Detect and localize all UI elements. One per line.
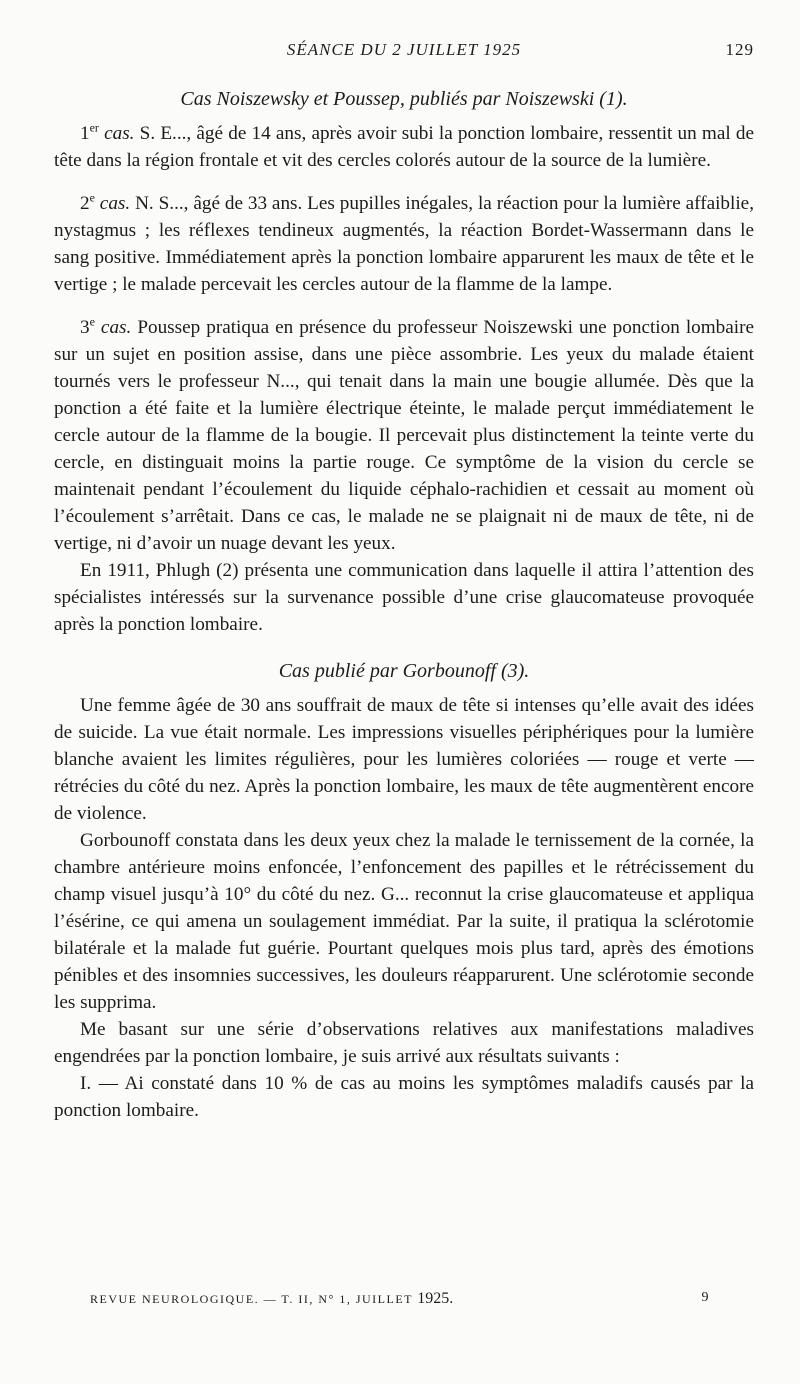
case-2-text: N. S..., âgé de 33 ans. Les pupilles inégales, la réaction pour la lumière affaiblie, nystagmus ; les réflexes tendineux augmentés, la réaction Bordet-Wassermann dans le sang positive. Immédiatement après la ponction lombaire apparurent les maux de tête et le vertige ; le malade percevait les cercles autour de la flamme de la lampe. bbox=[54, 193, 754, 295]
case-2-number: 2 bbox=[80, 193, 90, 214]
case-2-lead: cas. bbox=[94, 193, 131, 214]
section-title-noiszewsky: Cas Noiszewsky et Poussep, publiés par Noiszewski (1). bbox=[180, 88, 628, 110]
paragraph-case-woman: Une femme âgée de 30 ans souffrait de maux de tête si intenses qu’elle avait des idées de suicide. La vue était normale. Les impressions visuelles périphériques pour la lumière blanche avaient les limites régulières, pour les lumières coloriées — rouge et verte — rétrécies du côté du nez. Après la ponction lombaire, les maux de tête augmentèrent encore de violence. bbox=[54, 695, 754, 824]
case-1-superscript: er bbox=[89, 120, 99, 135]
page-footer bbox=[90, 1290, 710, 1314]
page-header bbox=[54, 40, 754, 68]
case-1-text: S. E..., âgé de 14 ans, après avoir subi la ponction lombaire, ressentit un mal de tête dans la région frontale et vit des cercles colorés autour de la source de la lumière. bbox=[54, 123, 754, 171]
case-3-text: Poussep pratiqua en présence du professeur Noiszewski une ponction lombaire sur un sujet en position assise, dans une pièce assombrie. Les yeux du malade étaient tournés vers le professeur N..., qui tenait dans la main une bougie allumée. Dès que la ponction a été faite et la lumière électrique éteinte, le malade perçut immédiatement le cercle autour de la flamme de la bougie. Il percevait plus distinctement la teinte verte du cercle, en distinguait moins la partie rouge. Ce symptôme de la vision du cercle se maintenait pendant l’écoulement du liquide céphalo-rachidien et cessait au moment où l’écoulement s’arrêtait. Dans ce cas, le malade ne se plaignait ni de maux de tête, ni de vertige, ni d’avoir un nuage devant les yeux. bbox=[54, 317, 755, 554]
document-page bbox=[54, 40, 754, 1124]
running-title: SÉANCE DU 2 JUILLET 1925 bbox=[286, 40, 522, 59]
journal-year: 1925. bbox=[417, 1290, 454, 1307]
paragraph-conclusion-intro: Me basant sur une série d’observations relatives aux manifestations maladives engendrées par la ponction lombaire, je suis arrivé aux résultats suivants : bbox=[54, 1019, 754, 1067]
case-3-number: 3 bbox=[80, 317, 90, 338]
section-title-gorbounoff: Cas publié par Gorbounoff (3). bbox=[278, 660, 530, 682]
case-1-lead: cas. bbox=[98, 123, 135, 144]
case-3-lead: cas. bbox=[94, 317, 132, 338]
page-number: 129 bbox=[725, 40, 754, 59]
paragraph-gorbounoff: Gorbounoff constata dans les deux yeux chez la malade le ternissement de la cornée, la chambre antérieure moins enfoncée, l’enfoncement des papilles et le rétrécissement du champ visuel jusqu’à 10° du côté du nez. G... reconnut la crise glaucomateuse et appliqua l’ésérine, ce qui amena un soulagement immédiat. Par la suite, il pratiqua la sclérotomie bilatérale et la malade fut guérie. Pourtant quelques mois plus tard, après des émotions pénibles et des insomnies successives, les douleurs réapparurent. Une sclérotomie seconde les supprima. bbox=[54, 830, 754, 1013]
journal-reference: REVUE NEUROLOGIQUE. — T. II, N° 1, JUILLET bbox=[90, 1292, 418, 1306]
case-1-number: 1 bbox=[80, 123, 90, 144]
case-2-superscript: e bbox=[89, 190, 95, 205]
paragraph-case-1 bbox=[54, 120, 754, 174]
signature-mark: 9 bbox=[701, 1290, 710, 1305]
paragraph-case-3 bbox=[54, 314, 754, 557]
paragraph-phlugh: En 1911, Phlugh (2) présenta une communication dans laquelle il attira l’attention des spécialistes intéressés sur la survenance possible d’une crise glaucomateuse provoquée après la ponction lombaire. bbox=[54, 560, 754, 635]
case-3-superscript: e bbox=[89, 314, 95, 329]
paragraph-result-1: I. — Ai constaté dans 10 % de cas au moins les symptômes maladifs causés par la ponction lombaire. bbox=[54, 1073, 754, 1121]
paragraph-case-2 bbox=[54, 190, 754, 298]
